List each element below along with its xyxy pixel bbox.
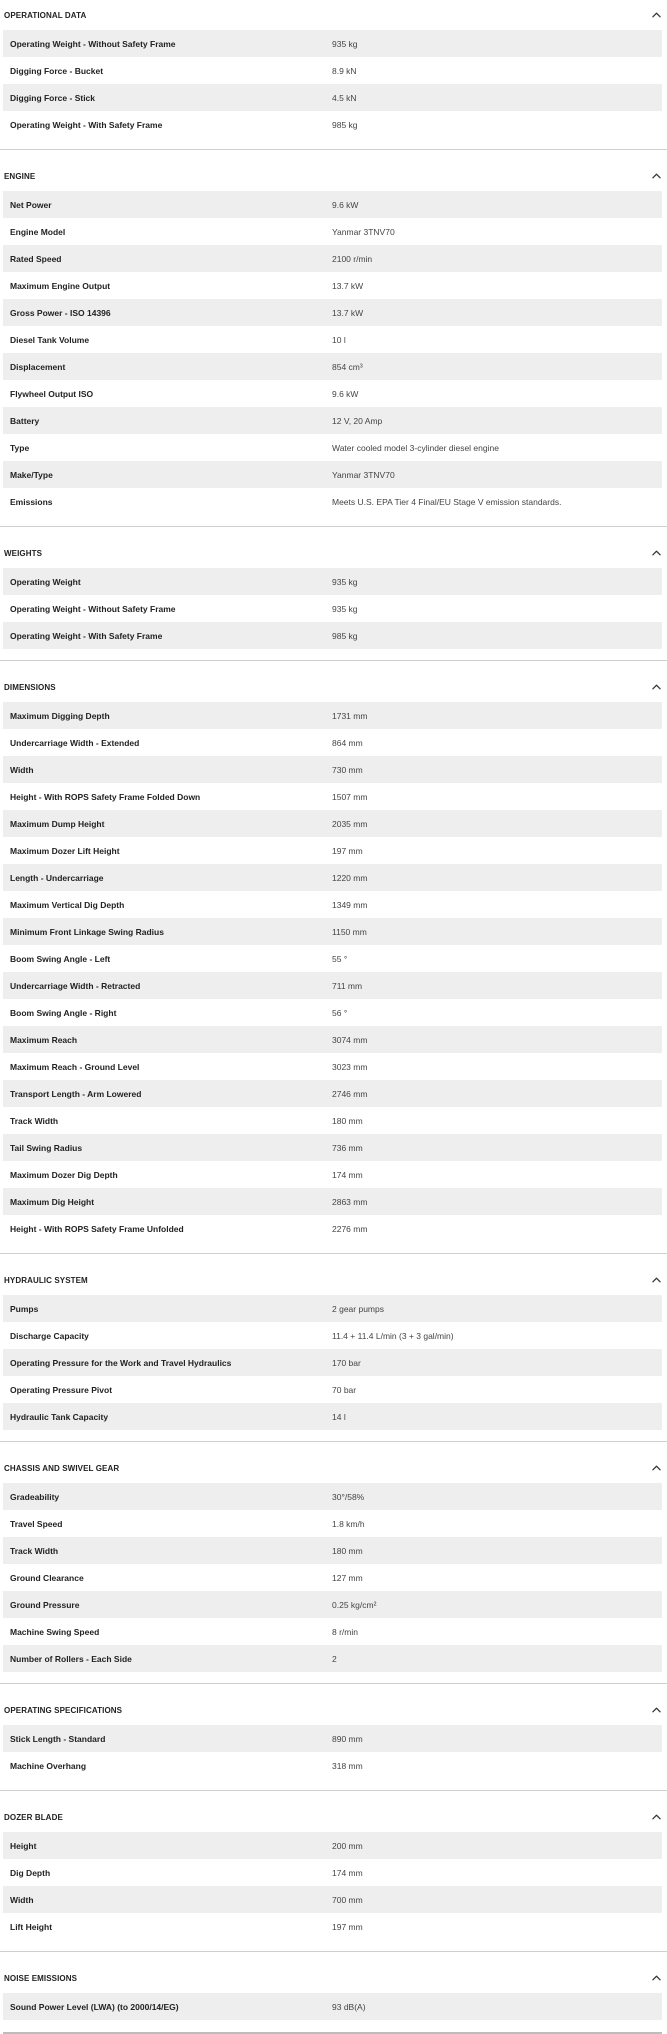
spec-row — [3, 864, 662, 891]
spec-row — [3, 1026, 662, 1053]
spec-value: 2863 mm — [332, 1196, 368, 1207]
spec-label: Width — [10, 1894, 34, 1905]
chevron-up-icon[interactable] — [649, 8, 663, 22]
spec-label: Operating Weight - With Safety Frame — [10, 630, 163, 641]
spec-value: 3023 mm — [332, 1061, 368, 1072]
spec-row — [3, 84, 662, 111]
chevron-up-icon[interactable] — [649, 1703, 663, 1717]
spec-label: Engine Model — [10, 226, 66, 237]
spec-label: Travel Speed — [10, 1518, 63, 1529]
spec-value: 2035 mm — [332, 818, 368, 829]
spec-row — [3, 1215, 662, 1242]
spec-label: Operating Weight - Without Safety Frame — [10, 603, 176, 614]
spec-label: Pumps — [10, 1303, 39, 1314]
chevron-up-icon[interactable] — [649, 546, 663, 560]
spec-row — [3, 1913, 662, 1940]
spec-row — [3, 972, 662, 999]
spec-section-chassis-and-swivel-gear — [0, 1453, 667, 1684]
spec-row — [3, 1618, 662, 1645]
spec-value: 700 mm — [332, 1894, 363, 1905]
spec-label: Track Width — [10, 1545, 59, 1556]
spec-value: 2100 r/min — [332, 253, 373, 264]
spec-row — [3, 945, 662, 972]
spec-value: 8 r/min — [332, 1626, 358, 1637]
spec-row — [3, 245, 662, 272]
spec-label: Width — [10, 764, 34, 775]
spec-value: 935 kg — [332, 603, 358, 614]
spec-section-dozer-blade — [0, 1802, 667, 1952]
spec-label: Operating Weight - Without Safety Frame — [10, 38, 176, 49]
spec-row — [3, 756, 662, 783]
spec-value: 180 mm — [332, 1545, 363, 1556]
spec-label: Lift Height — [10, 1921, 53, 1932]
spec-label: Track Width — [10, 1115, 59, 1126]
spec-value: 13.7 kW — [332, 280, 364, 291]
spec-section-operating-specifications — [0, 1695, 667, 1791]
spec-row — [3, 1376, 662, 1403]
spec-value: 935 kg — [332, 576, 358, 587]
spec-label: Digging Force - Stick — [10, 92, 96, 103]
spec-label: Ground Pressure — [10, 1599, 80, 1610]
spec-value: 1150 mm — [332, 926, 367, 937]
spec-label: Length - Undercarriage — [10, 872, 104, 883]
spec-label: Operating Pressure for the Work and Travel Hydraulics — [10, 1357, 232, 1368]
spec-value: Yanmar 3TNV70 — [332, 226, 395, 237]
spec-row — [3, 326, 662, 353]
section-header[interactable] — [0, 1963, 667, 1993]
spec-row — [3, 461, 662, 488]
spec-label: Number of Rollers - Each Side — [10, 1653, 132, 1664]
spec-section-engine — [0, 161, 667, 527]
section-title: OPERATIONAL DATA — [4, 10, 87, 20]
spec-row — [3, 622, 662, 649]
spec-value: 56 ° — [332, 1007, 348, 1018]
section-header[interactable] — [0, 1802, 667, 1832]
spec-row — [3, 1591, 662, 1618]
chevron-up-icon[interactable] — [649, 1971, 663, 1985]
spec-row — [3, 1403, 662, 1430]
spec-row — [3, 1134, 662, 1161]
spec-value: 4.5 kN — [332, 92, 357, 103]
spec-label: Boom Swing Angle - Right — [10, 1007, 117, 1018]
spec-label: Height - With ROPS Safety Frame Folded Down — [10, 791, 201, 802]
spec-label: Dig Depth — [10, 1867, 51, 1878]
spec-value: 174 mm — [332, 1867, 363, 1878]
spec-value: Yanmar 3TNV70 — [332, 469, 395, 480]
spec-value: 935 kg — [332, 38, 358, 49]
spec-row — [3, 891, 662, 918]
spec-row — [3, 1161, 662, 1188]
spec-value: 730 mm — [332, 764, 363, 775]
spec-label: Maximum Dig Height — [10, 1196, 95, 1207]
spec-value: 12 V, 20 Amp — [332, 415, 383, 426]
spec-label: Sound Power Level (LWA) (to 2000/14/EG) — [10, 2001, 179, 2012]
spec-value: 1.8 km/h — [332, 1518, 365, 1529]
spec-value: 127 mm — [332, 1572, 363, 1583]
spec-label: Flywheel Output ISO — [10, 388, 94, 399]
spec-value: 13.7 kW — [332, 307, 364, 318]
spec-value: 0.25 kg/cm² — [332, 1599, 377, 1610]
chevron-up-icon[interactable] — [649, 169, 663, 183]
spec-section-noise-emissions — [0, 1963, 667, 2031]
spec-value: 736 mm — [332, 1142, 363, 1153]
spec-row — [3, 810, 662, 837]
spec-label: Discharge Capacity — [10, 1330, 89, 1341]
spec-row — [3, 1107, 662, 1134]
spec-row — [3, 1832, 662, 1859]
spec-label: Undercarriage Width - Retracted — [10, 980, 141, 991]
spec-label: Maximum Dozer Dig Depth — [10, 1169, 118, 1180]
spec-value: 1349 mm — [332, 899, 368, 910]
spec-section-weights — [0, 538, 667, 661]
spec-value: 864 mm — [332, 737, 363, 748]
spec-row — [3, 218, 662, 245]
spec-label: Machine Overhang — [10, 1760, 87, 1771]
spec-row — [3, 1322, 662, 1349]
spec-value: 890 mm — [332, 1733, 363, 1744]
spec-value: 985 kg — [332, 119, 358, 130]
chevron-up-icon[interactable] — [649, 680, 663, 694]
spec-row — [3, 1349, 662, 1376]
spec-value: 1220 mm — [332, 872, 368, 883]
spec-label: Gradeability — [10, 1491, 60, 1502]
spec-label: Maximum Engine Output — [10, 280, 111, 291]
section-header[interactable] — [0, 0, 667, 30]
spec-row — [3, 1645, 662, 1672]
spec-row — [3, 434, 662, 461]
spec-label: Ground Clearance — [10, 1572, 84, 1583]
spec-label: Operating Weight - With Safety Frame — [10, 119, 163, 130]
spec-row — [3, 111, 662, 138]
spec-label: Maximum Digging Depth — [10, 710, 110, 721]
spec-row — [3, 999, 662, 1026]
spec-row — [3, 1859, 662, 1886]
spec-value: 985 kg — [332, 630, 358, 641]
spec-label: Machine Swing Speed — [10, 1626, 100, 1637]
spec-label: Digging Force - Bucket — [10, 65, 104, 76]
spec-value: 93 dB(A) — [332, 2001, 366, 2012]
spec-label: Net Power — [10, 199, 52, 210]
spec-value: Water cooled model 3-cylinder diesel engine — [332, 442, 499, 453]
spec-label: Maximum Vertical Dig Depth — [10, 899, 125, 910]
spec-row — [3, 1993, 662, 2020]
spec-label: Rated Speed — [10, 253, 62, 264]
spec-value: 2746 mm — [332, 1088, 368, 1099]
spec-row — [3, 918, 662, 945]
spec-section-operational-data — [0, 0, 667, 150]
spec-row — [3, 1537, 662, 1564]
spec-label: Displacement — [10, 361, 66, 372]
spec-row — [3, 595, 662, 622]
spec-row — [3, 702, 662, 729]
spec-label: Transport Length - Arm Lowered — [10, 1088, 142, 1099]
section-title: NOISE EMISSIONS — [4, 1973, 78, 1983]
spec-row — [3, 729, 662, 756]
spec-label: Diesel Tank Volume — [10, 334, 90, 345]
spec-value: 197 mm — [332, 1921, 363, 1932]
spec-row — [3, 272, 662, 299]
spec-row — [3, 1483, 662, 1510]
spec-label: Emissions — [10, 496, 53, 507]
section-header[interactable] — [0, 538, 667, 568]
spec-value: 9.6 kW — [332, 388, 359, 399]
spec-label: Maximum Dump Height — [10, 818, 105, 829]
spec-label: Height — [10, 1840, 37, 1851]
spec-value: 3074 mm — [332, 1034, 368, 1045]
spec-value: 2 gear pumps — [332, 1303, 384, 1314]
spec-section-hydraulic-system — [0, 1265, 667, 1442]
section-header[interactable] — [0, 1265, 667, 1295]
spec-row — [3, 191, 662, 218]
spec-row — [3, 1564, 662, 1591]
spec-label: Stick Length - Standard — [10, 1733, 106, 1744]
spec-row — [3, 1725, 662, 1752]
spec-row — [3, 299, 662, 326]
spec-row — [3, 353, 662, 380]
section-title: HYDRAULIC SYSTEM — [4, 1275, 88, 1285]
spec-row — [3, 57, 662, 84]
spec-value: 170 bar — [332, 1357, 361, 1368]
spec-value: 711 mm — [332, 980, 363, 991]
spec-row — [3, 568, 662, 595]
spec-row — [3, 1080, 662, 1107]
section-title: WEIGHTS — [4, 548, 43, 558]
chevron-up-icon[interactable] — [649, 1461, 663, 1475]
spec-value: 55 ° — [332, 953, 348, 964]
spec-value: 2276 mm — [332, 1223, 368, 1234]
spec-label: Battery — [10, 415, 40, 426]
spec-value: 180 mm — [332, 1115, 363, 1126]
spec-label: Operating Pressure Pivot — [10, 1384, 113, 1395]
spec-value: 70 bar — [332, 1384, 357, 1395]
spec-value: 1507 mm — [332, 791, 368, 802]
spec-label: Tail Swing Radius — [10, 1142, 83, 1153]
section-header[interactable] — [0, 161, 667, 191]
spec-label: Maximum Dozer Lift Height — [10, 845, 120, 856]
spec-label: Height - With ROPS Safety Frame Unfolded — [10, 1223, 184, 1234]
spec-label: Operating Weight — [10, 576, 81, 587]
spec-label: Gross Power - ISO 14396 — [10, 307, 111, 318]
spec-row — [3, 407, 662, 434]
spec-label: Boom Swing Angle - Left — [10, 953, 111, 964]
chevron-up-icon[interactable] — [649, 1273, 663, 1287]
spec-label: Maximum Reach - Ground Level — [10, 1061, 140, 1072]
section-title: CHASSIS AND SWIVEL GEAR — [4, 1463, 120, 1473]
spec-row — [3, 1886, 662, 1913]
spec-label: Make/Type — [10, 469, 53, 480]
spec-value: 174 mm — [332, 1169, 363, 1180]
spec-row — [3, 1295, 662, 1322]
spec-row — [3, 837, 662, 864]
spec-row — [3, 488, 662, 515]
spec-value: 10 l — [332, 334, 346, 345]
section-title: DOZER BLADE — [4, 1812, 63, 1822]
spec-label: Type — [10, 442, 30, 453]
section-title: OPERATING SPECIFICATIONS — [4, 1705, 123, 1715]
spec-row — [3, 1188, 662, 1215]
spec-value: 200 mm — [332, 1840, 363, 1851]
spec-value: 2 — [332, 1653, 337, 1664]
spec-row — [3, 1053, 662, 1080]
spec-row — [3, 1510, 662, 1537]
spec-label: Minimum Front Linkage Swing Radius — [10, 926, 164, 937]
spec-label: Hydraulic Tank Capacity — [10, 1411, 109, 1422]
spec-row — [3, 380, 662, 407]
spec-value: 854 cm³ — [332, 361, 363, 372]
spec-label: Maximum Reach — [10, 1034, 78, 1045]
spec-row — [3, 30, 662, 57]
spec-value: 318 mm — [332, 1760, 363, 1771]
spec-value: 1731 mm — [332, 710, 368, 721]
chevron-up-icon[interactable] — [649, 1810, 663, 1824]
section-title: DIMENSIONS — [4, 682, 56, 692]
section-title: ENGINE — [4, 171, 36, 181]
spec-value: 197 mm — [332, 845, 363, 856]
spec-row — [3, 1752, 662, 1779]
spec-value: 8.9 kN — [332, 65, 357, 76]
section-header[interactable] — [0, 1695, 667, 1725]
spec-section-dimensions — [0, 672, 667, 1254]
spec-label: Undercarriage Width - Extended — [10, 737, 140, 748]
section-header[interactable] — [0, 1453, 667, 1483]
spec-row — [3, 783, 662, 810]
spec-value: 11.4 + 11.4 L/min (3 + 3 gal/min) — [332, 1330, 454, 1341]
spec-value: 14 l — [332, 1411, 346, 1422]
spec-value: 9.6 kW — [332, 199, 359, 210]
spec-value: Meets U.S. EPA Tier 4 Final/EU Stage V emission standards. — [332, 496, 562, 507]
section-header[interactable] — [0, 672, 667, 702]
spec-value: 30°/58% — [332, 1491, 365, 1502]
